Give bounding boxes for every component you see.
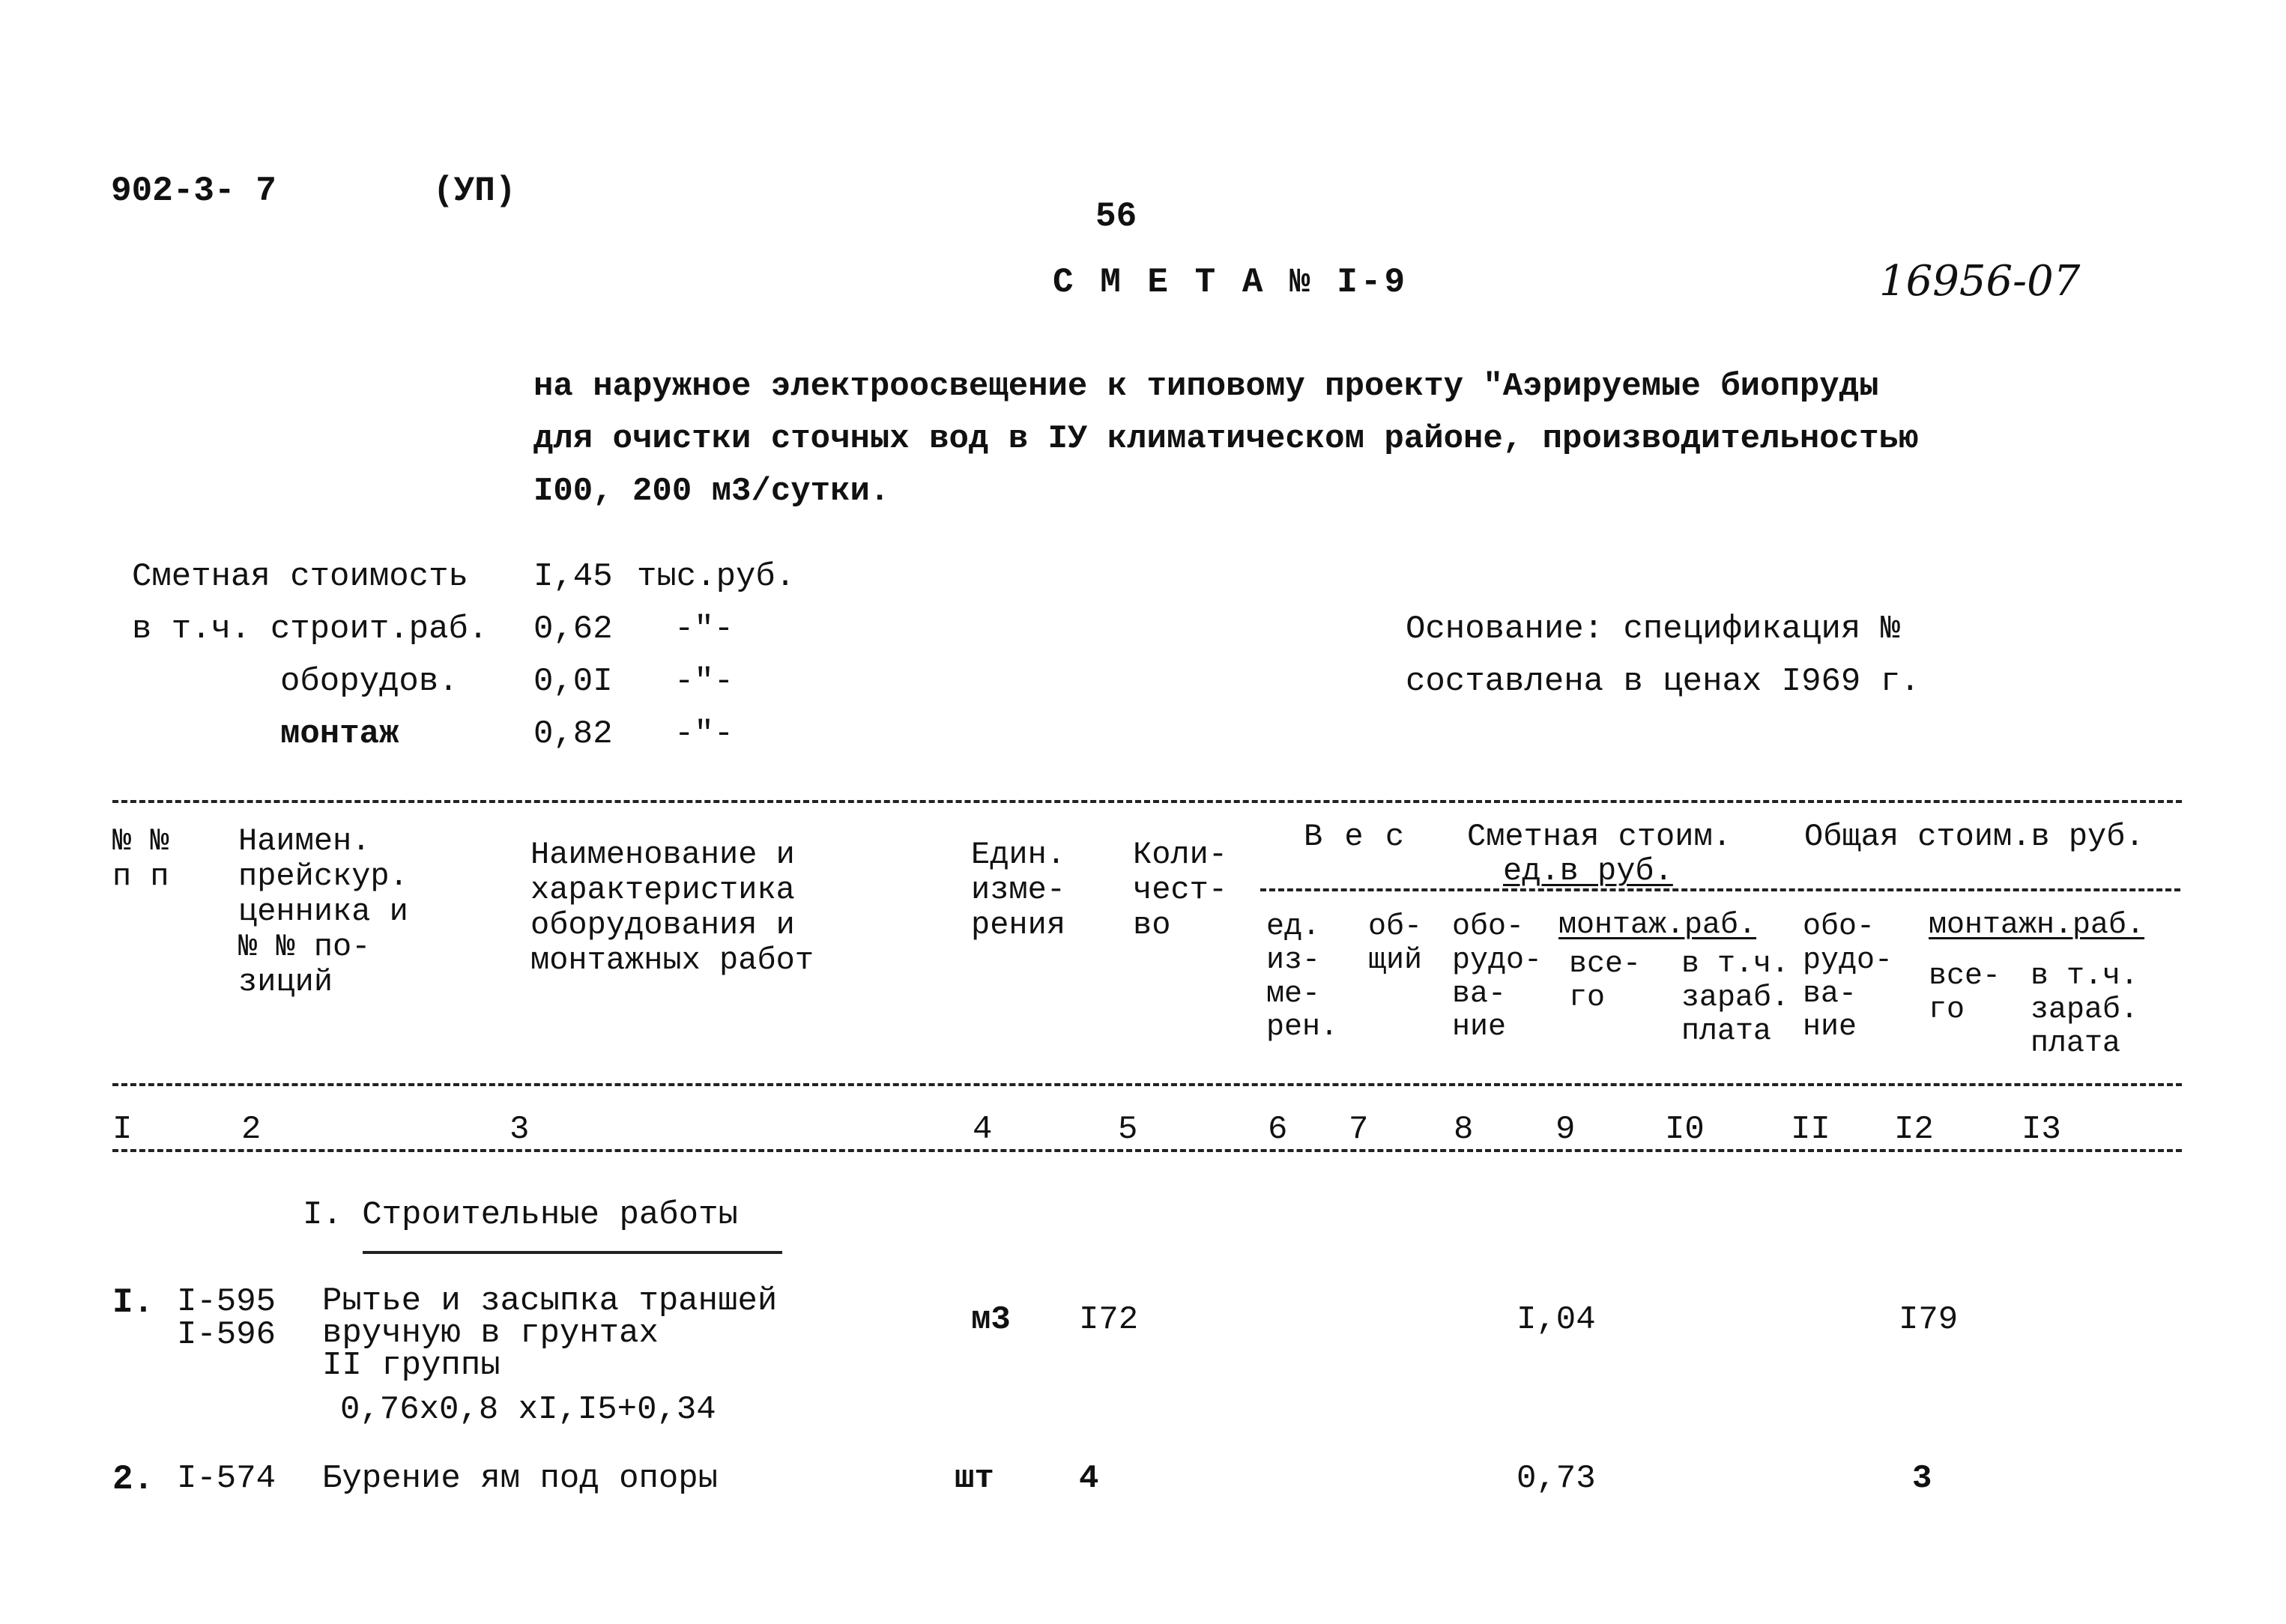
row-2-qty: 4	[1079, 1460, 1099, 1497]
column-number-1: I	[112, 1111, 133, 1148]
column-number-10: I0	[1665, 1111, 1705, 1148]
summary-value-construction: 0,62	[533, 610, 613, 648]
column-number-2: 2	[241, 1111, 261, 1148]
header-unit-cost: Сметная стоим.	[1467, 819, 1732, 855]
header-name: Наименование и характеристика оборудования и монтажных работ	[530, 837, 814, 979]
page-number: 56	[1095, 197, 1137, 236]
summary-unit-construction: -"-	[674, 610, 734, 648]
header-total-mount-wage: в т.ч. зараб. плата	[2031, 960, 2139, 1061]
summary-value-total: I,45	[533, 558, 613, 596]
header-total-mount: монтажн.раб.	[1929, 909, 2145, 942]
column-number-9: 9	[1555, 1111, 1576, 1148]
subtitle-line-2: для очистки сточных вод в IУ климатическом районе, производительностью	[533, 420, 1919, 458]
document-title: С М Е Т А № I-9	[1053, 263, 1409, 302]
row-2-unit: шт	[955, 1460, 994, 1497]
subtitle-line-1: на наружное электроосвещение к типовому проекту "Аэрируемые биопруды	[533, 368, 1879, 405]
column-number-4: 4	[973, 1111, 993, 1148]
row-2-total-mount-total: 3	[1912, 1460, 1932, 1497]
column-number-11: II	[1791, 1111, 1830, 1148]
header-num: № № п п	[112, 823, 169, 895]
row-1-total-mount-total: I79	[1899, 1301, 1959, 1339]
row-2-unit-mount-total: 0,73	[1517, 1460, 1596, 1497]
row-1-qty: I72	[1079, 1301, 1139, 1339]
header-weight-total: об- щий	[1368, 910, 1423, 978]
column-number-7: 7	[1349, 1111, 1369, 1148]
subtitle-line-3: I00, 200 м3/сутки.	[533, 473, 890, 510]
header-unit-mount-total: все- го	[1569, 948, 1642, 1015]
summary-label-construction: в т.ч. строит.раб.	[132, 610, 489, 648]
summary-label-equipment: оборудов.	[280, 663, 459, 700]
row-1-unit: м3	[971, 1301, 1011, 1339]
summary-unit-mounting: -"-	[674, 715, 734, 753]
header-unit: Един. изме- рения	[971, 837, 1066, 944]
section-title-underline	[363, 1251, 782, 1254]
header-total-mount-total: все- го	[1929, 960, 2001, 1027]
column-number-6: 6	[1268, 1111, 1288, 1148]
section-title: I. Строительные работы	[303, 1196, 738, 1234]
header-unit-mount: монтаж.раб.	[1558, 909, 1757, 942]
row-1-name: Рытье и засыпка траншей вручную в грунтах II группы	[322, 1282, 778, 1385]
summary-label-total: Сметная стоимость	[132, 558, 468, 596]
column-number-3: 3	[509, 1111, 530, 1148]
row-1-formula: 0,76х0,8 хI,I5+0,34	[340, 1391, 716, 1428]
header-total-equipment: обо- рудо- ва- ние	[1803, 910, 1893, 1045]
document-code: 902-3- 7	[111, 172, 276, 210]
column-number-13: I3	[2022, 1111, 2061, 1148]
column-number-5: 5	[1118, 1111, 1138, 1148]
header-total-cost: Общая стоим.в руб.	[1804, 819, 2144, 855]
row-2-pricelist: I-574	[177, 1460, 276, 1497]
header-pricelist: Наимен. прейскур. ценника и № № по- зиций	[238, 823, 408, 1001]
header-unit-cost-sub: ед.в руб.	[1503, 853, 1673, 889]
header-weight: В е с	[1304, 819, 1406, 855]
header-qty: Коли- чест- во	[1133, 837, 1228, 944]
album-code: (УП)	[433, 172, 516, 210]
summary-unit-equipment: -"-	[674, 663, 734, 700]
header-mid-rule	[1260, 888, 2180, 891]
summary-value-mounting: 0,82	[533, 715, 613, 753]
summary-unit-total: тыс.руб.	[637, 558, 796, 596]
header-weight-unit: ед. из- ме- рен.	[1266, 910, 1339, 1045]
row-1-num: I.	[112, 1283, 154, 1322]
table-top-rule	[112, 800, 2182, 803]
column-numbers-rule	[112, 1149, 2182, 1152]
row-2-num: 2.	[112, 1460, 154, 1499]
header-unit-mount-wage: в т.ч. зараб. плата	[1681, 948, 1790, 1049]
header-unit-equipment: обо- рудо- ва- ние	[1452, 910, 1543, 1045]
summary-label-mounting: монтаж	[280, 715, 399, 753]
inventory-number: 16956-07	[1879, 257, 2081, 306]
header-bottom-rule	[112, 1083, 2182, 1086]
row-1-unit-mount-total: I,04	[1517, 1301, 1596, 1339]
basis-line-1: Основание: спецификация №	[1406, 610, 1901, 648]
basis-line-2: составлена в ценах I969 г.	[1406, 663, 1920, 700]
column-number-12: I2	[1894, 1111, 1934, 1148]
row-2-name: Бурение ям под опоры	[322, 1460, 719, 1497]
summary-value-equipment: 0,0I	[533, 663, 613, 700]
column-number-8: 8	[1454, 1111, 1474, 1148]
row-1-pricelist: I-595 I-596	[177, 1283, 276, 1354]
